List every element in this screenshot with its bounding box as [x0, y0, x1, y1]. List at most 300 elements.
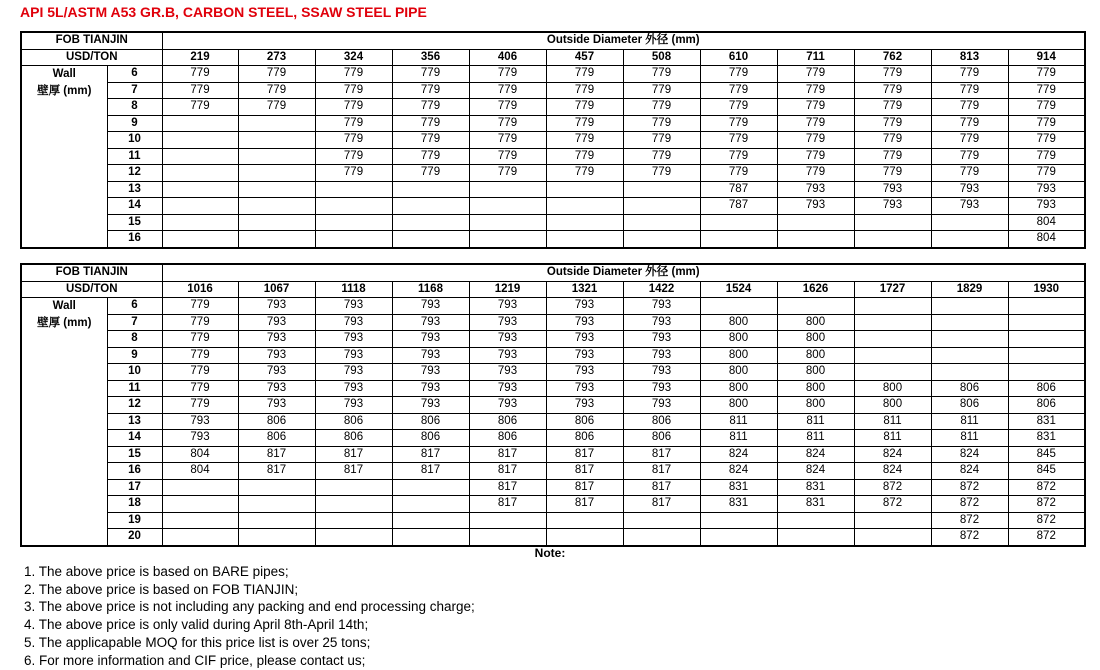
price-table-large-diameter [20, 263, 1086, 547]
price-cell: 779 [469, 99, 546, 116]
price-cell [546, 181, 623, 198]
price-cell: 824 [931, 446, 1008, 463]
wall-thickness-value: 13 [107, 413, 162, 430]
price-cell: 817 [469, 496, 546, 513]
price-cell: 831 [777, 496, 854, 513]
price-cell: 800 [777, 331, 854, 348]
wall-thickness-value: 12 [107, 397, 162, 414]
table-row [21, 99, 1085, 116]
price-cell: 793 [1008, 198, 1085, 215]
price-cell [238, 496, 315, 513]
wall-thickness-value: 15 [107, 214, 162, 231]
price-cell: 811 [700, 430, 777, 447]
price-cell: 793 [315, 331, 392, 348]
wall-label-en: Wall [52, 68, 76, 80]
wall-thickness-value: 9 [107, 347, 162, 364]
wall-thickness-value: 11 [107, 380, 162, 397]
table-row [21, 430, 1085, 447]
price-cell: 793 [931, 198, 1008, 215]
price-cell [623, 181, 700, 198]
price-cell [238, 512, 315, 529]
price-cell: 779 [546, 132, 623, 149]
price-cell: 793 [469, 397, 546, 414]
price-cell [392, 198, 469, 215]
table-row [21, 446, 1085, 463]
price-cell: 779 [931, 82, 1008, 99]
price-cell [315, 231, 392, 248]
price-cell: 806 [623, 413, 700, 430]
wall-thickness-value: 12 [107, 165, 162, 182]
price-cell: 779 [931, 66, 1008, 83]
price-cell [162, 115, 238, 132]
wall-thickness-value: 7 [107, 314, 162, 331]
wall-thickness-value: 6 [107, 298, 162, 315]
price-cell: 872 [931, 496, 1008, 513]
price-cell [238, 181, 315, 198]
price-cell [1008, 347, 1085, 364]
note-item: 4. The above price is only valid during April 8th-April 14th; [24, 617, 369, 633]
price-cell: 793 [392, 314, 469, 331]
price-cell: 779 [1008, 99, 1085, 116]
note-item: 1. The above price is based on BARE pipes; [24, 564, 289, 579]
price-cell [854, 214, 931, 231]
price-cell: 845 [1008, 463, 1085, 480]
price-cell: 817 [623, 446, 700, 463]
price-cell: 872 [854, 479, 931, 496]
diameter-header: 1118 [315, 281, 392, 298]
price-cell: 779 [777, 115, 854, 132]
price-cell: 800 [700, 364, 777, 381]
price-cell: 817 [315, 446, 392, 463]
price-cell: 800 [700, 314, 777, 331]
price-cell: 779 [623, 148, 700, 165]
note-item: 2. The above price is based on FOB TIANJIN; [24, 581, 299, 597]
price-cell: 793 [546, 380, 623, 397]
price-cell [777, 214, 854, 231]
wall-label-cn: 壁厚 (mm) [37, 317, 92, 329]
diameter-header: 508 [623, 49, 700, 66]
price-cell: 800 [777, 314, 854, 331]
table-row [21, 380, 1085, 397]
price-cell: 779 [469, 148, 546, 165]
price-cell: 817 [315, 463, 392, 480]
price-cell: 779 [854, 115, 931, 132]
wall-thickness-value: 10 [107, 132, 162, 149]
price-cell [777, 512, 854, 529]
diameter-header: 1168 [392, 281, 469, 298]
diameter-header: 406 [469, 49, 546, 66]
table-row [21, 314, 1085, 331]
price-cell [1008, 298, 1085, 315]
price-cell: 806 [931, 397, 1008, 414]
price-cell: 872 [931, 479, 1008, 496]
price-cell: 811 [854, 413, 931, 430]
price-cell: 793 [469, 314, 546, 331]
price-cell [931, 231, 1008, 248]
price-cell: 831 [700, 496, 777, 513]
price-cell: 793 [469, 298, 546, 315]
table-row [21, 82, 1085, 99]
price-cell: 800 [777, 347, 854, 364]
price-cell: 787 [700, 198, 777, 215]
price-cell: 779 [1008, 82, 1085, 99]
price-cell [162, 496, 238, 513]
table-row [21, 331, 1085, 348]
price-cell: 779 [700, 148, 777, 165]
price-cell: 779 [162, 82, 238, 99]
table-row [21, 165, 1085, 182]
price-cell: 872 [1008, 529, 1085, 546]
price-cell: 811 [931, 413, 1008, 430]
wall-thickness-value: 8 [107, 331, 162, 348]
diameter-header: 1422 [623, 281, 700, 298]
diameter-header: 1016 [162, 281, 238, 298]
price-cell: 779 [315, 148, 392, 165]
price-cell: 806 [546, 413, 623, 430]
price-cell: 793 [623, 397, 700, 414]
price-cell [854, 512, 931, 529]
diameter-header: 219 [162, 49, 238, 66]
price-cell [162, 512, 238, 529]
price-cell: 793 [392, 347, 469, 364]
price-cell: 800 [777, 364, 854, 381]
price-cell: 779 [854, 82, 931, 99]
price-cell: 779 [700, 99, 777, 116]
page-title: API 5L/ASTM A53 GR.B, CARBON STEEL, SSAW STEEL PIPE [20, 4, 427, 20]
price-cell: 793 [469, 331, 546, 348]
price-cell: 817 [546, 496, 623, 513]
price-cell: 779 [931, 115, 1008, 132]
price-cell [162, 214, 238, 231]
price-cell [162, 479, 238, 496]
price-cell: 779 [469, 165, 546, 182]
price-cell: 793 [162, 413, 238, 430]
table-row [21, 347, 1085, 364]
price-cell: 779 [854, 132, 931, 149]
diameter-header: 762 [854, 49, 931, 66]
diameter-header: 1067 [238, 281, 315, 298]
price-cell: 806 [238, 413, 315, 430]
price-cell: 779 [777, 66, 854, 83]
wall-label-cn: 壁厚 (mm) [37, 85, 92, 97]
price-cell: 806 [469, 413, 546, 430]
price-cell: 779 [162, 99, 238, 116]
price-cell: 831 [700, 479, 777, 496]
price-cell [700, 298, 777, 315]
diameter-header: 457 [546, 49, 623, 66]
price-cell [469, 529, 546, 546]
price-cell: 779 [315, 66, 392, 83]
price-cell: 779 [854, 148, 931, 165]
price-cell: 779 [546, 82, 623, 99]
price-cell: 811 [931, 430, 1008, 447]
price-cell: 793 [546, 347, 623, 364]
price-cell: 793 [238, 397, 315, 414]
price-cell: 793 [777, 198, 854, 215]
outside-diameter-header: Outside Diameter 外径 (mm) [162, 264, 1085, 281]
price-cell [392, 231, 469, 248]
price-cell [854, 364, 931, 381]
price-cell: 779 [931, 148, 1008, 165]
price-cell [931, 364, 1008, 381]
price-cell: 779 [315, 99, 392, 116]
price-cell: 779 [315, 82, 392, 99]
price-cell [162, 148, 238, 165]
price-cell: 779 [392, 132, 469, 149]
price-cell: 793 [315, 364, 392, 381]
price-cell: 793 [623, 298, 700, 315]
price-cell: 811 [777, 430, 854, 447]
price-cell: 793 [623, 347, 700, 364]
price-cell [162, 165, 238, 182]
corner-label-top: FOB TIANJIN [21, 32, 162, 49]
price-cell: 804 [1008, 231, 1085, 248]
price-cell: 779 [392, 82, 469, 99]
diameter-header: 356 [392, 49, 469, 66]
price-cell: 793 [315, 397, 392, 414]
price-cell [315, 181, 392, 198]
price-cell [623, 529, 700, 546]
price-cell [392, 512, 469, 529]
wall-thickness-value: 16 [107, 231, 162, 248]
price-cell [777, 529, 854, 546]
price-cell: 779 [392, 148, 469, 165]
price-cell [931, 214, 1008, 231]
price-cell: 779 [854, 165, 931, 182]
price-cell [546, 512, 623, 529]
price-cell [1008, 364, 1085, 381]
price-cell: 824 [854, 446, 931, 463]
price-cell: 793 [623, 314, 700, 331]
price-cell: 793 [777, 181, 854, 198]
price-cell: 793 [392, 364, 469, 381]
table-row [21, 413, 1085, 430]
price-cell: 793 [238, 347, 315, 364]
price-cell: 779 [700, 82, 777, 99]
price-cell: 779 [546, 99, 623, 116]
price-cell [1008, 331, 1085, 348]
price-cell: 806 [238, 430, 315, 447]
table-row [21, 364, 1085, 381]
price-cell [162, 529, 238, 546]
diameter-header: 1219 [469, 281, 546, 298]
price-cell: 817 [546, 446, 623, 463]
wall-thickness-value: 20 [107, 529, 162, 546]
price-cell: 824 [931, 463, 1008, 480]
price-cell: 779 [162, 314, 238, 331]
price-cell [315, 529, 392, 546]
price-cell: 779 [546, 115, 623, 132]
price-cell [700, 231, 777, 248]
diameter-header: 1626 [777, 281, 854, 298]
price-cell [546, 231, 623, 248]
price-cell: 793 [392, 331, 469, 348]
price-cell: 817 [469, 463, 546, 480]
price-cell: 779 [469, 82, 546, 99]
price-cell: 779 [623, 115, 700, 132]
price-cell: 779 [1008, 115, 1085, 132]
price-cell [392, 529, 469, 546]
price-cell [392, 479, 469, 496]
price-cell: 779 [546, 66, 623, 83]
price-cell: 779 [162, 66, 238, 83]
wall-label-en: Wall [52, 300, 76, 312]
diameter-header: 610 [700, 49, 777, 66]
price-cell: 793 [315, 314, 392, 331]
price-cell: 811 [700, 413, 777, 430]
price-cell: 793 [162, 430, 238, 447]
price-cell: 831 [1008, 430, 1085, 447]
price-cell [469, 231, 546, 248]
price-cell [931, 331, 1008, 348]
price-cell: 793 [931, 181, 1008, 198]
price-cell [931, 347, 1008, 364]
price-cell: 793 [392, 397, 469, 414]
price-cell: 817 [392, 463, 469, 480]
price-cell: 779 [469, 115, 546, 132]
price-cell: 779 [1008, 66, 1085, 83]
price-cell: 845 [1008, 446, 1085, 463]
price-cell [392, 181, 469, 198]
price-cell [700, 529, 777, 546]
price-cell: 800 [854, 380, 931, 397]
price-cell: 804 [162, 463, 238, 480]
price-cell: 831 [1008, 413, 1085, 430]
price-cell: 800 [700, 347, 777, 364]
price-cell: 872 [931, 529, 1008, 546]
price-cell [315, 496, 392, 513]
price-cell [700, 214, 777, 231]
price-cell: 787 [700, 181, 777, 198]
price-cell: 872 [1008, 479, 1085, 496]
table-row [21, 496, 1085, 513]
table-row [21, 529, 1085, 546]
wall-thickness-value: 16 [107, 463, 162, 480]
price-cell: 872 [854, 496, 931, 513]
price-cell [931, 298, 1008, 315]
wall-thickness-value: 7 [107, 82, 162, 99]
price-cell: 872 [931, 512, 1008, 529]
diameter-header: 914 [1008, 49, 1085, 66]
wall-thickness-value: 14 [107, 430, 162, 447]
price-cell: 779 [546, 148, 623, 165]
price-cell: 779 [1008, 148, 1085, 165]
wall-thickness-label [21, 66, 107, 248]
diameter-header: 813 [931, 49, 1008, 66]
wall-thickness-value: 9 [107, 115, 162, 132]
price-cell: 779 [931, 99, 1008, 116]
price-cell: 793 [623, 380, 700, 397]
wall-thickness-value: 10 [107, 364, 162, 381]
wall-thickness-value: 8 [107, 99, 162, 116]
price-cell: 793 [238, 364, 315, 381]
price-cell: 793 [238, 380, 315, 397]
price-cell: 804 [1008, 214, 1085, 231]
wall-thickness-value: 18 [107, 496, 162, 513]
diameter-header: 1321 [546, 281, 623, 298]
price-cell: 779 [700, 66, 777, 83]
notes-list [24, 563, 475, 669]
price-cell [623, 512, 700, 529]
price-cell: 779 [162, 331, 238, 348]
table-row [21, 231, 1085, 248]
price-cell: 779 [392, 165, 469, 182]
price-cell [315, 198, 392, 215]
price-cell: 779 [1008, 165, 1085, 182]
diameter-header: 1524 [700, 281, 777, 298]
price-cell: 779 [700, 165, 777, 182]
price-cell: 817 [392, 446, 469, 463]
price-cell: 779 [162, 347, 238, 364]
price-cell: 824 [854, 463, 931, 480]
price-cell [392, 496, 469, 513]
price-cell: 824 [777, 446, 854, 463]
price-table-small-diameter [20, 31, 1086, 249]
price-cell [854, 231, 931, 248]
wall-thickness-label [21, 298, 107, 546]
price-cell: 779 [777, 82, 854, 99]
diameter-header: 273 [238, 49, 315, 66]
price-cell [238, 115, 315, 132]
price-cell: 806 [623, 430, 700, 447]
diameter-header: 1727 [854, 281, 931, 298]
price-cell: 779 [162, 380, 238, 397]
price-cell: 806 [1008, 380, 1085, 397]
price-cell: 817 [238, 463, 315, 480]
diameter-header: 324 [315, 49, 392, 66]
table-row [21, 181, 1085, 198]
price-cell [854, 331, 931, 348]
price-cell: 824 [700, 463, 777, 480]
diameter-header: 1930 [1008, 281, 1085, 298]
price-cell: 806 [1008, 397, 1085, 414]
price-cell: 779 [623, 82, 700, 99]
price-cell [238, 198, 315, 215]
price-cell [854, 347, 931, 364]
price-cell: 811 [854, 430, 931, 447]
price-cell: 806 [392, 430, 469, 447]
outside-diameter-header: Outside Diameter 外径 (mm) [162, 32, 1085, 49]
price-cell [623, 231, 700, 248]
price-cell: 779 [854, 99, 931, 116]
price-cell: 793 [392, 298, 469, 315]
note-item: 5. The applicapable MOQ for this price list is over 25 tons; [24, 634, 371, 650]
table-row [21, 479, 1085, 496]
table-row [21, 397, 1085, 414]
price-cell: 779 [854, 66, 931, 83]
price-cell: 779 [931, 165, 1008, 182]
price-cell [315, 214, 392, 231]
table-row [21, 66, 1085, 83]
wall-thickness-value: 11 [107, 148, 162, 165]
price-cell [162, 132, 238, 149]
price-cell: 779 [623, 66, 700, 83]
price-cell [469, 198, 546, 215]
price-cell: 793 [315, 298, 392, 315]
price-cell: 811 [777, 413, 854, 430]
price-cell [854, 298, 931, 315]
table-row [21, 463, 1085, 480]
price-cell [238, 132, 315, 149]
price-cell: 779 [238, 99, 315, 116]
price-cell: 779 [162, 364, 238, 381]
price-cell: 793 [469, 347, 546, 364]
price-cell: 806 [315, 430, 392, 447]
price-cell: 800 [700, 397, 777, 414]
table-row [21, 214, 1085, 231]
price-cell: 779 [546, 165, 623, 182]
price-cell: 779 [700, 115, 777, 132]
